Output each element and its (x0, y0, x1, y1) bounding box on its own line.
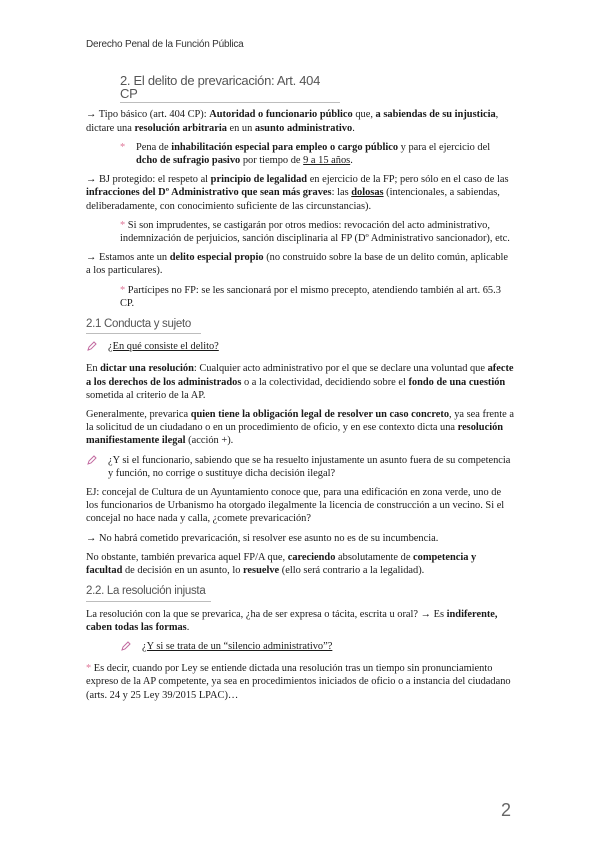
pencil-icon (86, 340, 100, 356)
bullet-pena: * Pena de inhabilitación especial para empleo o cargo público y para el ejercicio del dcho de sufragio pasivo por tiempo de 9 a 15 años. (120, 141, 491, 167)
running-head: Derecho Penal de la Función Pública (86, 39, 244, 50)
paragraph-tipo-basico: → Tipo básico (art. 404 CP): Autoridad o funcionario público que, a sabiendas de su injusticia, dictare una resolución arbitraria en un asunto administrativo. (86, 109, 499, 134)
pencil-icon (86, 454, 100, 470)
paragraph-ejemplo: EJ: concejal de Cultura de un Ayuntamiento conoce que, para una edificación en zona verde, uno de los funcionarios de Urbanismo ha otorgado ilegalmente la licencia de construcción a un vecino. Si el concejal no hace nada y calla, ¿comete prevaricación? (86, 487, 505, 525)
pencil-icon (120, 640, 134, 656)
page-content (86, 74, 514, 708)
note-participes: * Partícipes no FP: se les sancionará por el mismo precepto, atendiendo también al art. 65.3 CP. (120, 284, 501, 309)
subsection-title-resolucion: 2.2. La resolución injusta (86, 585, 211, 601)
paragraph-dictar-resolucion: En dictar una resolución: Cualquier acto administrativo por el que se declare una voluntad que afecte a los derechos de los administrados o a la colectividad, decidiendo sobre el fondo de una cuestión sometida al criterio de la AP. (86, 363, 514, 401)
question-silencio (120, 640, 514, 656)
section-title: 2. El delito de prevaricación: Art. 404 CP (120, 74, 340, 103)
note-silencio: * Es decir, cuando por Ley se entiende dictada una resolución tras un tiempo sin pronunciamiento expreso de la AP competente, ya sea en procedimientos iniciados de oficio o a instancia del ciudadano (arts. 24 y 25 Ley 39/2015 LPAC)… (86, 663, 511, 701)
paragraph-resolucion-forma: La resolución con la que se prevarica, ¿ha de ser expresa o tácita, escrita u oral? → Es indiferente, caben todas las formas. (86, 608, 498, 633)
bullet-marker: * (120, 141, 126, 153)
question-funcionario (86, 454, 514, 480)
paragraph-no-habra: → No habrá cometido prevaricación, si resolver ese asunto no es de su incumbencia. (86, 532, 439, 544)
question-text: ¿En qué consiste el delito? (108, 341, 219, 353)
subsection-title-conducta: 2.1 Conducta y sujeto (86, 318, 201, 334)
question-text: ¿Y si el funcionario, sabiendo que se ha resuelto injustamente un asunto fuera de su competencia y función, no corrige o sustituye dicha decisión ilegal? (108, 454, 511, 479)
paragraph-no-obstante: No obstante, también prevarica aquel FP/A que, careciendo absolutamente de competencia y facultad de decisión en un asunto, lo resuelve (ello será contrario a la legalidad). (86, 551, 477, 577)
paragraph-generalmente: Generalmente, prevarica quien tiene la obligación legal de resolver un caso concreto, ya sea frente a la solicitud de un ciudadano o en un procedimiento de oficio, y en ese contexto dicta una resolución manifiestamente ilegal (acción +). (86, 409, 514, 447)
paragraph-delito-especial: → Estamos ante un delito especial propio (no construido sobre la base de un delito común, aplicable a los particulares). (86, 252, 509, 277)
note-imprudentes: * Si son imprudentes, se castigarán por otros medios: revocación del acto administrativo, indemnización de perjuicios, sanción disciplinaria al FP (Dº Administrativo sancionador), etc. (120, 219, 510, 245)
question-text: ¿Y si se trata de un “silencio administrativo”? (142, 640, 333, 652)
page-number: 2 (501, 800, 512, 820)
paragraph-bj-protegido: → BJ protegido: el respeto al principio de legalidad en ejercicio de la FP; pero sólo en el caso de las infracciones del Dº Administrativo que sean más graves: las dolosas (intencionales, a sabiendas, deliberadamente, con conocimiento suficiente de las circunstancias). (86, 174, 509, 212)
question-en-que-consiste (86, 340, 514, 356)
